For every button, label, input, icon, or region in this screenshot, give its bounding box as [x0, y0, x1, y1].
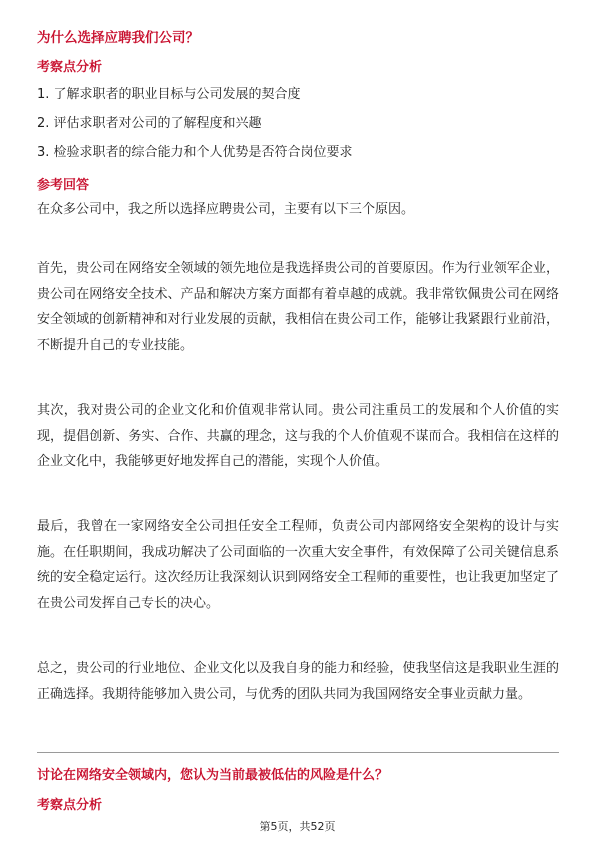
answer-paragraph-third: 最后，我曾在一家网络安全公司担任安全工程师，负责公司内部网络安全架构的设计与实施。在任职期间，我成功解决了公司面临的一次重大安全事件，有效保障了公司关键信息系统的安全稳定运行。这次经历让我深刻认识到网络安全工程师的重要性，也让我更加坚定了在贵公司发挥自己专长的决心。	[37, 519, 559, 611]
page-footer: 第5页，共52页	[259, 820, 336, 833]
question-title: 为什么选择应聘我们公司？	[37, 30, 199, 46]
answer-paragraph-conclusion: 总之，贵公司的行业地位、企业文化以及我自身的能力和经验，使我坚信这是我职业生涯的正确选择。我期待能够加入贵公司，与优秀的团队共同为我国网络安全事业贡献力量。	[37, 661, 559, 702]
next-question-title: 讨论在网络安全领域内，您认为当前最被低估的风险是什么？	[37, 768, 389, 783]
answer-paragraph-intro: 在众多公司中，我之所以选择应聘贵公司，主要有以下三个原因。	[37, 202, 415, 217]
analysis-item: 2. 评估求职者对公司的了解程度和兴趣	[37, 116, 262, 131]
section-divider	[37, 752, 559, 753]
answer-heading: 参考回答	[37, 178, 90, 193]
analysis-item: 1. 了解求职者的职业目标与公司发展的契合度	[37, 87, 301, 102]
answer-paragraph-second: 其次，我对贵公司的企业文化和价值观非常认同。贵公司注重员工的发展和个人价值的实现，提倡创新、务实、合作、共赢的理念，这与我的个人价值观不谋而合。我相信在这样的企业文化中，我能够更好地发挥自己的潜能，实现个人价值。	[37, 403, 559, 469]
next-analysis-heading: 考察点分析	[37, 798, 103, 813]
analysis-item: 3. 检验求职者的综合能力和个人优势是否符合岗位要求	[37, 145, 353, 160]
analysis-heading: 考察点分析	[37, 60, 103, 75]
answer-paragraph-first: 首先，贵公司在网络安全领域的领先地位是我选择贵公司的首要原因。作为行业领军企业，贵公司在网络安全技术、产品和解决方案方面都有着卓越的成就。我非常钦佩贵公司在网络安全领域的创新精神和对行业发展的贡献，我相信在贵公司工作，能够让我紧跟行业前沿，不断提升自己的专业技能。	[37, 261, 559, 353]
